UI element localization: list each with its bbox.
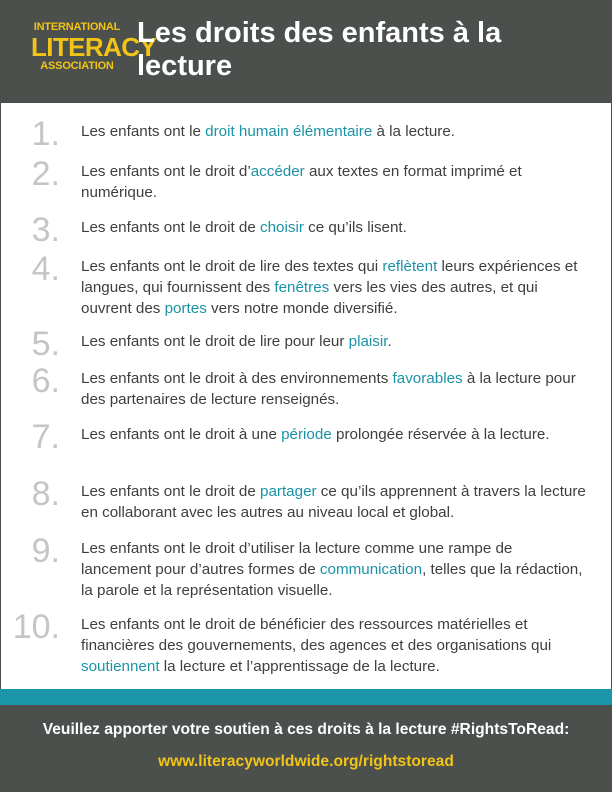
right-number: 5. xyxy=(31,325,60,363)
right-text xyxy=(81,614,586,677)
right-text xyxy=(81,424,586,445)
text-segment: Les enfants ont le droit d’utiliser la lecture comme une rampe de lancement pour d’autres formes de xyxy=(81,540,513,578)
highlight-term: partager xyxy=(260,483,317,500)
text-segment: ce qu’ils lisent. xyxy=(303,219,407,236)
ila-logo xyxy=(31,21,157,82)
text-segment: la lecture et l’apprentissage de la lecture. xyxy=(159,658,440,675)
highlight-term: droit humain élémentaire xyxy=(205,123,373,140)
right-text xyxy=(81,217,586,238)
text-segment: vers les vies des autres, et qui ouvrent des xyxy=(81,279,538,317)
text-segment: Les enfants ont le droit de bénéficier des ressources matérielles et financières des gouvernements, des agences et des organisations qui xyxy=(81,616,552,654)
right-number: 3. xyxy=(31,211,60,249)
text-segment: Les enfants ont le droit à des environnements xyxy=(81,370,393,387)
text-segment: Les enfants ont le droit de lire pour leur xyxy=(81,333,349,350)
right-text xyxy=(81,368,586,410)
text-segment: à la lecture. xyxy=(372,123,456,140)
logo-line-1: INTERNATIONAL xyxy=(33,21,121,33)
right-text xyxy=(81,256,586,319)
text-segment: prolongée réservée à la lecture. xyxy=(331,426,550,443)
highlight-term: plaisir xyxy=(348,333,388,350)
teal-divider-bar xyxy=(0,689,612,705)
text-segment: Les enfants ont le droit de xyxy=(81,483,260,500)
right-text xyxy=(81,481,586,523)
highlight-term: favorables xyxy=(392,370,463,387)
right-number: 9. xyxy=(31,532,60,570)
text-segment: Les enfants ont le droit à une xyxy=(81,426,282,443)
right-number: 8. xyxy=(31,475,60,513)
text-segment: . xyxy=(387,333,392,350)
page-title xyxy=(137,17,557,83)
highlight-term: période xyxy=(281,426,332,443)
highlight-term: fenêtres xyxy=(274,279,330,296)
title-line-2: lecture xyxy=(137,50,233,82)
text-segment: à la lecture pour des partenaires de lecture renseignés. xyxy=(81,370,576,408)
right-number: 7. xyxy=(31,418,60,456)
logo-line-3: ASSOCIATION xyxy=(40,60,114,72)
highlight-term: reflètent xyxy=(382,258,438,275)
text-segment: leurs expériences et langues, qui fournissent des xyxy=(81,258,578,296)
footer-call-to-action: Veuillez apporter votre soutien à ces droits à la lecture #RightsToRead: xyxy=(42,721,570,738)
text-segment: Les enfants ont le droit de lire des textes qui xyxy=(81,258,383,275)
right-number: 2. xyxy=(31,155,60,193)
text-segment: ce qu’ils apprennent à travers la lecture en collaborant avec les autres au niveau local et global. xyxy=(81,483,586,521)
right-text xyxy=(81,331,586,352)
right-number: 4. xyxy=(31,250,60,288)
highlight-term: communication xyxy=(319,561,423,578)
right-number: 6. xyxy=(31,362,60,400)
title-line-1: Les droits des enfants à la xyxy=(137,17,502,49)
right-text xyxy=(81,121,586,142)
right-text xyxy=(81,161,586,203)
text-segment: , telles que la rédaction, la parole et la représentation visuelle. xyxy=(81,561,583,599)
text-segment: aux textes en format imprimé et numérique. xyxy=(81,163,522,201)
right-text xyxy=(81,538,586,601)
highlight-term: soutiennent xyxy=(81,658,160,675)
text-segment: Les enfants ont le xyxy=(81,123,206,140)
footer-url-link[interactable]: www.literacyworldwide.org/rightstoread xyxy=(158,753,454,770)
text-segment: Les enfants ont le droit de xyxy=(81,219,260,236)
highlight-term: portes xyxy=(164,300,207,317)
highlight-term: accéder xyxy=(250,163,305,180)
logo-line-2: LITERACY xyxy=(31,32,157,62)
right-number: 1. xyxy=(31,115,60,153)
footer-banner xyxy=(0,705,612,792)
header-banner xyxy=(0,0,612,103)
text-segment: Les enfants ont le droit d’ xyxy=(81,163,251,180)
highlight-term: choisir xyxy=(260,219,304,236)
right-number: 10. xyxy=(12,608,60,646)
text-segment: vers notre monde diversifié. xyxy=(206,300,398,317)
